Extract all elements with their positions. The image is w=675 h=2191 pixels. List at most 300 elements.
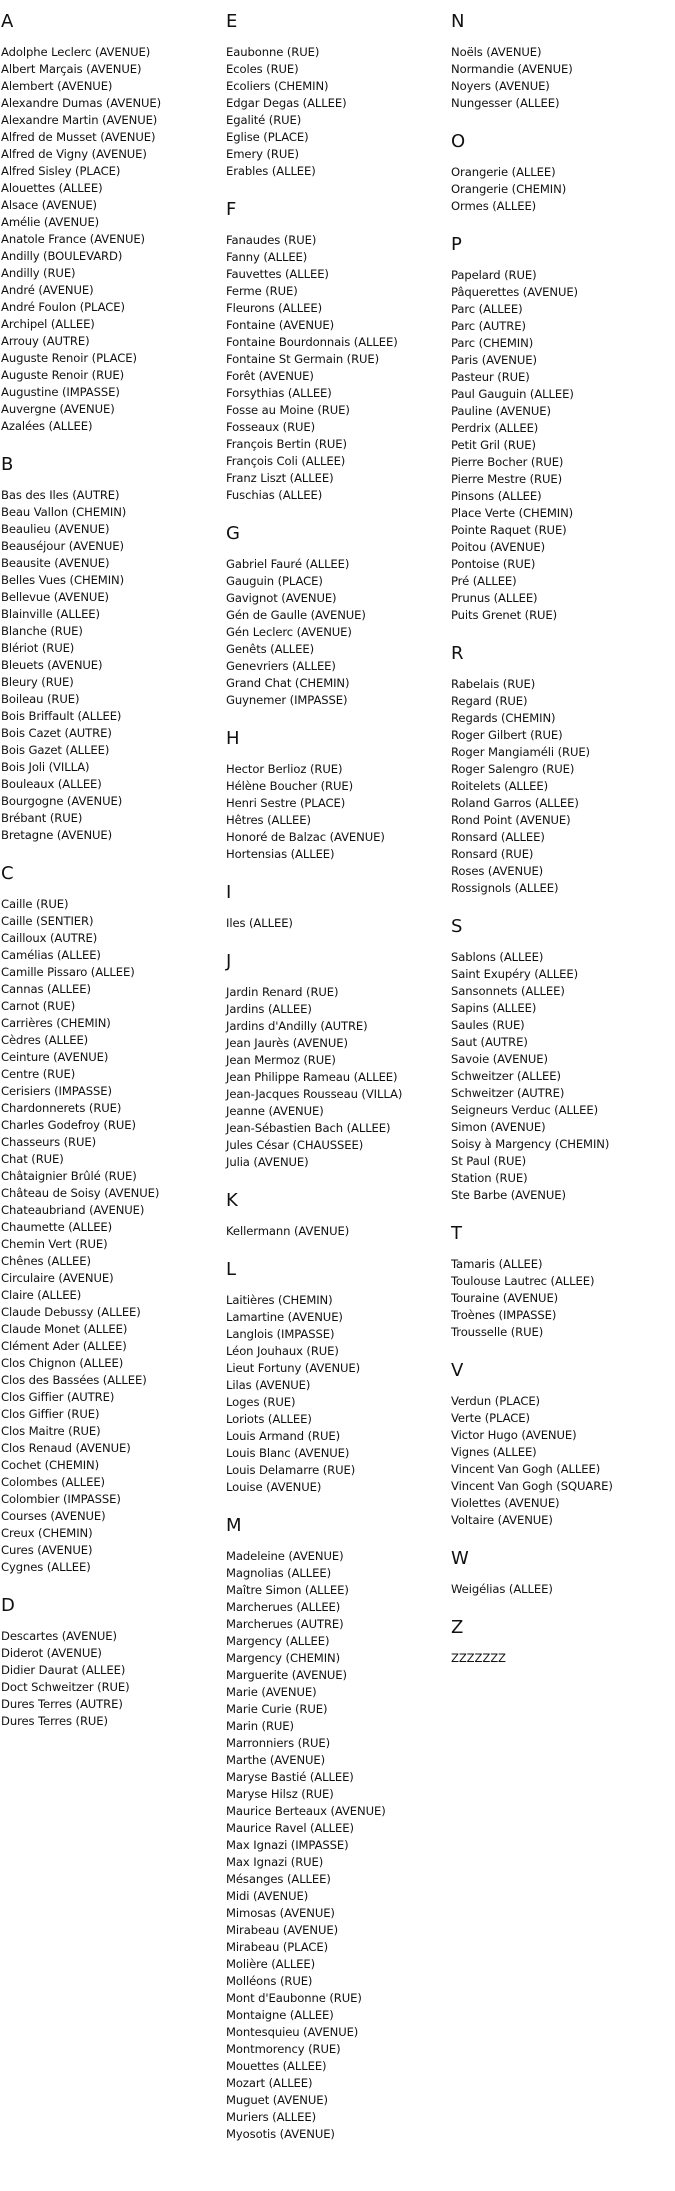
section-letter-heading: O bbox=[451, 131, 466, 152]
street-name: Alouettes (ALLEE) bbox=[1, 181, 103, 195]
letter-section bbox=[451, 12, 673, 112]
street-name: Marin (RUE) bbox=[226, 1719, 294, 1733]
street-name: Hector Berlioz (RUE) bbox=[226, 762, 343, 776]
street-name: Alsace (AVENUE) bbox=[1, 198, 97, 212]
letter-section bbox=[226, 200, 446, 504]
letter-section bbox=[451, 1224, 673, 1341]
street-name: Clos Maitre (RUE) bbox=[1, 1424, 101, 1438]
letter-section bbox=[451, 1618, 673, 1667]
street-name: Madeleine (AVENUE) bbox=[226, 1549, 344, 1563]
street-name: Forsythias (ALLEE) bbox=[226, 386, 332, 400]
street-name: Troènes (IMPASSE) bbox=[451, 1308, 557, 1322]
street-name: Claude Debussy (ALLEE) bbox=[1, 1305, 141, 1319]
street-name: Pauline (AVENUE) bbox=[451, 404, 551, 418]
street-name: Carrières (CHEMIN) bbox=[1, 1016, 111, 1030]
street-name: Paul Gauguin (ALLEE) bbox=[451, 387, 574, 401]
street-name: Marcherues (AUTRE) bbox=[226, 1617, 344, 1631]
street-name: Puits Grenet (RUE) bbox=[451, 608, 558, 622]
street-name: Andilly (BOULEVARD) bbox=[1, 249, 123, 263]
street-name: Roitelets (ALLEE) bbox=[451, 779, 548, 793]
street-list bbox=[451, 949, 673, 1204]
street-name: Jean-Sébastien Bach (ALLEE) bbox=[226, 1121, 391, 1135]
street-name: Parc (AUTRE) bbox=[451, 319, 526, 333]
street-name: Bleuets (AVENUE) bbox=[1, 658, 103, 672]
street-name: Adolphe Leclerc (AVENUE) bbox=[1, 45, 151, 59]
letter-section bbox=[226, 12, 446, 180]
street-name: Bois Joli (VILLA) bbox=[1, 760, 90, 774]
street-name: Rond Point (AVENUE) bbox=[451, 813, 571, 827]
street-list bbox=[451, 1393, 673, 1529]
street-name: Ecoles (RUE) bbox=[226, 62, 299, 76]
street-name: Clos Giffier (AUTRE) bbox=[1, 1390, 115, 1404]
street-name: Loges (RUE) bbox=[226, 1395, 296, 1409]
street-name: Beau Vallon (CHEMIN) bbox=[1, 505, 127, 519]
street-name: Mozart (ALLEE) bbox=[226, 2076, 313, 2090]
street-name: Petit Gril (RUE) bbox=[451, 438, 536, 452]
street-name: Weigélias (ALLEE) bbox=[451, 1582, 553, 1596]
street-name: Fosseaux (RUE) bbox=[226, 420, 316, 434]
street-name: Genevriers (ALLEE) bbox=[226, 659, 336, 673]
street-name: Pré (ALLEE) bbox=[451, 574, 517, 588]
letter-section bbox=[451, 235, 673, 624]
street-name: Marie Curie (RUE) bbox=[226, 1702, 328, 1716]
street-name: Noëls (AVENUE) bbox=[451, 45, 542, 59]
street-name: Augustine (IMPASSE) bbox=[1, 385, 120, 399]
street-name: Bois Briffault (ALLEE) bbox=[1, 709, 122, 723]
street-name: Sablons (ALLEE) bbox=[451, 950, 544, 964]
street-name: Eaubonne (RUE) bbox=[226, 45, 320, 59]
street-list bbox=[451, 1256, 673, 1341]
street-name: Ecoliers (CHEMIN) bbox=[226, 79, 329, 93]
street-name: Montmorency (RUE) bbox=[226, 2042, 341, 2056]
street-name: Roger Mangiaméli (RUE) bbox=[451, 745, 590, 759]
street-name: Fleurons (ALLEE) bbox=[226, 301, 322, 315]
street-name: Bas des Iles (AUTRE) bbox=[1, 488, 120, 502]
street-name: St Paul (RUE) bbox=[451, 1154, 527, 1168]
street-name: Tamaris (ALLEE) bbox=[451, 1257, 543, 1271]
street-name: Edgar Degas (ALLEE) bbox=[226, 96, 347, 110]
street-name: Fanny (ALLEE) bbox=[226, 250, 308, 264]
street-name: Maurice Ravel (ALLEE) bbox=[226, 1821, 354, 1835]
street-list bbox=[226, 1292, 446, 1496]
street-name: Blanche (RUE) bbox=[1, 624, 83, 638]
street-name: Julia (AVENUE) bbox=[226, 1155, 309, 1169]
street-name: Station (RUE) bbox=[451, 1171, 528, 1185]
street-name: Chemin Vert (RUE) bbox=[1, 1237, 108, 1251]
street-name: Cures (AVENUE) bbox=[1, 1543, 93, 1557]
street-name: Dures Terres (RUE) bbox=[1, 1714, 108, 1728]
street-name: ZZZZZZZ bbox=[451, 1651, 506, 1665]
street-index-column-2 bbox=[226, 0, 446, 2163]
street-name: Alfred de Musset (AVENUE) bbox=[1, 130, 156, 144]
street-name: Cochet (CHEMIN) bbox=[1, 1458, 100, 1472]
street-name: Lieut Fortuny (AVENUE) bbox=[226, 1361, 361, 1375]
street-name: Cèdres (ALLEE) bbox=[1, 1033, 89, 1047]
street-name: Léon Jouhaux (RUE) bbox=[226, 1344, 339, 1358]
street-name: Verte (PLACE) bbox=[451, 1411, 530, 1425]
street-name: Marcherues (ALLEE) bbox=[226, 1600, 341, 1614]
street-name: Schweitzer (AUTRE) bbox=[451, 1086, 565, 1100]
street-name: Roger Salengro (RUE) bbox=[451, 762, 575, 776]
street-name: Parc (CHEMIN) bbox=[451, 336, 534, 350]
street-name: Jean Mermoz (RUE) bbox=[226, 1053, 336, 1067]
street-name: Muriers (ALLEE) bbox=[226, 2110, 317, 2124]
street-name: Pierre Bocher (RUE) bbox=[451, 455, 564, 469]
street-name: Loriots (ALLEE) bbox=[226, 1412, 312, 1426]
street-name: Saint Exupéry (ALLEE) bbox=[451, 967, 579, 981]
street-list bbox=[451, 1650, 673, 1667]
street-index-column-1 bbox=[1, 0, 221, 1750]
street-name: Creux (CHEMIN) bbox=[1, 1526, 93, 1540]
street-name: Camille Pissaro (ALLEE) bbox=[1, 965, 135, 979]
street-name: Victor Hugo (AVENUE) bbox=[451, 1428, 577, 1442]
street-name: Courses (AVENUE) bbox=[1, 1509, 106, 1523]
street-name: Touraine (AVENUE) bbox=[451, 1291, 559, 1305]
street-name: Voltaire (AVENUE) bbox=[451, 1513, 553, 1527]
street-name: Cerisiers (IMPASSE) bbox=[1, 1084, 112, 1098]
street-name: Normandie (AVENUE) bbox=[451, 62, 573, 76]
section-letter-heading: F bbox=[226, 199, 237, 220]
street-name: Schweitzer (ALLEE) bbox=[451, 1069, 561, 1083]
street-name: Beausite (AVENUE) bbox=[1, 556, 110, 570]
street-name: Marie (AVENUE) bbox=[226, 1685, 317, 1699]
street-name: Azalées (ALLEE) bbox=[1, 419, 93, 433]
street-name: Toulouse Lautrec (ALLEE) bbox=[451, 1274, 595, 1288]
street-name: Hêtres (ALLEE) bbox=[226, 813, 311, 827]
street-name: Anatole France (AVENUE) bbox=[1, 232, 145, 246]
section-letter-heading: J bbox=[226, 951, 232, 972]
street-list bbox=[451, 267, 673, 624]
street-name: Alfred Sisley (PLACE) bbox=[1, 164, 121, 178]
street-name: Maryse Hilsz (RUE) bbox=[226, 1787, 334, 1801]
street-name: Henri Sestre (PLACE) bbox=[226, 796, 346, 810]
street-name: Ronsard (ALLEE) bbox=[451, 830, 545, 844]
section-letter-heading: L bbox=[226, 1259, 237, 1280]
street-name: Roses (AVENUE) bbox=[451, 864, 544, 878]
section-letter-heading: T bbox=[451, 1223, 462, 1244]
letter-section bbox=[451, 132, 673, 215]
section-letter-heading: Z bbox=[451, 1617, 464, 1638]
street-name: Pierre Mestre (RUE) bbox=[451, 472, 563, 486]
street-name: Hortensias (ALLEE) bbox=[226, 847, 335, 861]
section-letter-heading: I bbox=[226, 882, 232, 903]
street-name: Pointe Raquet (RUE) bbox=[451, 523, 567, 537]
street-name: Nungesser (ALLEE) bbox=[451, 96, 560, 110]
street-name: François Bertin (RUE) bbox=[226, 437, 347, 451]
street-name: Gén de Gaulle (AVENUE) bbox=[226, 608, 366, 622]
street-name: Bellevue (AVENUE) bbox=[1, 590, 109, 604]
street-name: Lilas (AVENUE) bbox=[226, 1378, 311, 1392]
street-name: Auguste Renoir (RUE) bbox=[1, 368, 125, 382]
street-name: André (AVENUE) bbox=[1, 283, 94, 297]
street-name: Amélie (AVENUE) bbox=[1, 215, 100, 229]
street-index-column-3 bbox=[451, 0, 673, 1687]
street-name: Langlois (IMPASSE) bbox=[226, 1327, 335, 1341]
street-name: Claude Monet (ALLEE) bbox=[1, 1322, 128, 1336]
street-name: Lamartine (AVENUE) bbox=[226, 1310, 343, 1324]
street-list bbox=[226, 1548, 446, 2143]
street-list bbox=[226, 1223, 446, 1240]
section-letter-heading: A bbox=[1, 11, 14, 32]
street-name: Verdun (PLACE) bbox=[451, 1394, 540, 1408]
street-name: Ste Barbe (AVENUE) bbox=[451, 1188, 566, 1202]
street-name: Prunus (ALLEE) bbox=[451, 591, 538, 605]
street-name: Genêts (ALLEE) bbox=[226, 642, 315, 656]
street-name: Jean-Jacques Rousseau (VILLA) bbox=[226, 1087, 403, 1101]
street-name: Iles (ALLEE) bbox=[226, 916, 293, 930]
street-name: Bois Cazet (AUTRE) bbox=[1, 726, 112, 740]
section-letter-heading: W bbox=[451, 1548, 469, 1569]
street-name: Charles Godefroy (RUE) bbox=[1, 1118, 136, 1132]
street-name: Bretagne (AVENUE) bbox=[1, 828, 113, 842]
street-name: Violettes (AVENUE) bbox=[451, 1496, 560, 1510]
street-name: Cailloux (AUTRE) bbox=[1, 931, 98, 945]
street-name: Orangerie (ALLEE) bbox=[451, 165, 556, 179]
street-name: Mimosas (AVENUE) bbox=[226, 1906, 335, 1920]
street-name: Molléons (RUE) bbox=[226, 1974, 313, 1988]
street-name: Honoré de Balzac (AVENUE) bbox=[226, 830, 385, 844]
street-name: Carnot (RUE) bbox=[1, 999, 76, 1013]
street-list bbox=[1, 487, 221, 844]
letter-section bbox=[451, 644, 673, 897]
street-name: Erables (ALLEE) bbox=[226, 164, 316, 178]
street-name: Poitou (AVENUE) bbox=[451, 540, 546, 554]
street-name: Clos Giffier (RUE) bbox=[1, 1407, 100, 1421]
street-name: Jean Philippe Rameau (ALLEE) bbox=[226, 1070, 398, 1084]
street-name: Maître Simon (ALLEE) bbox=[226, 1583, 349, 1597]
street-name: Parc (ALLEE) bbox=[451, 302, 523, 316]
letter-section bbox=[226, 1191, 446, 1240]
section-letter-heading: M bbox=[226, 1515, 242, 1536]
street-name: Roland Garros (ALLEE) bbox=[451, 796, 579, 810]
street-name: Simon (AVENUE) bbox=[451, 1120, 546, 1134]
street-name: Bois Gazet (ALLEE) bbox=[1, 743, 110, 757]
street-name: Dures Terres (AUTRE) bbox=[1, 1697, 123, 1711]
street-name: Margency (CHEMIN) bbox=[226, 1651, 341, 1665]
street-name: Regard (RUE) bbox=[451, 694, 528, 708]
street-list bbox=[226, 556, 446, 709]
section-letter-heading: C bbox=[1, 863, 14, 884]
street-list bbox=[451, 1581, 673, 1598]
street-name: Mirabeau (PLACE) bbox=[226, 1940, 329, 1954]
street-name: Paris (AVENUE) bbox=[451, 353, 537, 367]
street-name: François Coli (ALLEE) bbox=[226, 454, 346, 468]
street-list bbox=[226, 984, 446, 1171]
street-name: Circulaire (AVENUE) bbox=[1, 1271, 114, 1285]
street-name: Clos des Bassées (ALLEE) bbox=[1, 1373, 147, 1387]
letter-section bbox=[1, 1596, 221, 1730]
street-list bbox=[451, 676, 673, 897]
street-name: Clos Renaud (AVENUE) bbox=[1, 1441, 131, 1455]
street-name: Caille (SENTIER) bbox=[1, 914, 94, 928]
street-name: Sansonnets (ALLEE) bbox=[451, 984, 565, 998]
street-name: Vincent Van Gogh (ALLEE) bbox=[451, 1462, 601, 1476]
street-name: Bouleaux (ALLEE) bbox=[1, 777, 102, 791]
street-name: Belles Vues (CHEMIN) bbox=[1, 573, 125, 587]
street-name: Eglise (PLACE) bbox=[226, 130, 309, 144]
letter-section bbox=[226, 883, 446, 932]
section-letter-heading: B bbox=[1, 454, 14, 475]
street-name: Caille (RUE) bbox=[1, 897, 69, 911]
section-letter-heading: H bbox=[226, 728, 240, 749]
street-name: Marguerite (AVENUE) bbox=[226, 1668, 347, 1682]
street-name: Magnolias (ALLEE) bbox=[226, 1566, 332, 1580]
street-name: Montaigne (ALLEE) bbox=[226, 2008, 334, 2022]
street-name: Colombier (IMPASSE) bbox=[1, 1492, 121, 1506]
street-name: Mont d'Eaubonne (RUE) bbox=[226, 1991, 362, 2005]
street-list bbox=[451, 164, 673, 215]
street-name: Fontaine Bourdonnais (ALLEE) bbox=[226, 335, 398, 349]
street-name: Midi (AVENUE) bbox=[226, 1889, 309, 1903]
street-name: Boileau (RUE) bbox=[1, 692, 80, 706]
street-name: Chat (RUE) bbox=[1, 1152, 64, 1166]
street-name: Marthe (AVENUE) bbox=[226, 1753, 326, 1767]
street-name: Clément Ader (ALLEE) bbox=[1, 1339, 127, 1353]
street-name: Gauguin (PLACE) bbox=[226, 574, 323, 588]
street-name: Soisy à Margency (CHEMIN) bbox=[451, 1137, 610, 1151]
street-name: Mirabeau (AVENUE) bbox=[226, 1923, 339, 1937]
street-name: Brébant (RUE) bbox=[1, 811, 83, 825]
street-name: Pâquerettes (AVENUE) bbox=[451, 285, 578, 299]
street-name: Auguste Renoir (PLACE) bbox=[1, 351, 137, 365]
letter-section bbox=[451, 917, 673, 1204]
street-name: Marronniers (RUE) bbox=[226, 1736, 331, 1750]
street-name: Maurice Berteaux (AVENUE) bbox=[226, 1804, 386, 1818]
street-name: Clos Chignon (ALLEE) bbox=[1, 1356, 124, 1370]
street-name: Colombes (ALLEE) bbox=[1, 1475, 105, 1489]
street-name: Jeanne (AVENUE) bbox=[226, 1104, 324, 1118]
street-name: Maryse Bastié (ALLEE) bbox=[226, 1770, 354, 1784]
street-name: Forêt (AVENUE) bbox=[226, 369, 314, 383]
street-name: Jules César (CHAUSSEE) bbox=[226, 1138, 364, 1152]
street-name: Savoie (AVENUE) bbox=[451, 1052, 548, 1066]
street-name: Orangerie (CHEMIN) bbox=[451, 182, 567, 196]
street-name: Molière (ALLEE) bbox=[226, 1957, 316, 1971]
street-name: Fauvettes (ALLEE) bbox=[226, 267, 329, 281]
street-name: Hélène Boucher (RUE) bbox=[226, 779, 353, 793]
street-name: Jardins (ALLEE) bbox=[226, 1002, 312, 1016]
street-name: Didier Daurat (ALLEE) bbox=[1, 1663, 126, 1677]
street-name: Fontaine St Germain (RUE) bbox=[226, 352, 380, 366]
street-name: Albert Marçais (AVENUE) bbox=[1, 62, 142, 76]
street-name: Franz Liszt (ALLEE) bbox=[226, 471, 334, 485]
street-name: Montesquieu (AVENUE) bbox=[226, 2025, 359, 2039]
street-name: Sapins (ALLEE) bbox=[451, 1001, 537, 1015]
street-name: Beaulieu (AVENUE) bbox=[1, 522, 110, 536]
section-letter-heading: S bbox=[451, 916, 463, 937]
street-name: Ronsard (RUE) bbox=[451, 847, 534, 861]
street-name: Gavignot (AVENUE) bbox=[226, 591, 337, 605]
street-name: Ferme (RUE) bbox=[226, 284, 298, 298]
street-name: Saut (AUTRE) bbox=[451, 1035, 528, 1049]
street-list bbox=[1, 896, 221, 1576]
street-name: Louis Armand (RUE) bbox=[226, 1429, 341, 1443]
street-name: Bleury (RUE) bbox=[1, 675, 74, 689]
street-name: Fontaine (AVENUE) bbox=[226, 318, 335, 332]
street-list bbox=[1, 1628, 221, 1730]
street-name: André Foulon (PLACE) bbox=[1, 300, 125, 314]
street-name: Louise (AVENUE) bbox=[226, 1480, 322, 1494]
street-name: Doct Schweitzer (RUE) bbox=[1, 1680, 130, 1694]
street-name: Louis Blanc (AVENUE) bbox=[226, 1446, 350, 1460]
street-name: Egalité (RUE) bbox=[226, 113, 302, 127]
street-name: Seigneurs Verduc (ALLEE) bbox=[451, 1103, 599, 1117]
street-name: Chardonnerets (RUE) bbox=[1, 1101, 122, 1115]
section-letter-heading: K bbox=[226, 1190, 238, 1211]
section-letter-heading: E bbox=[226, 11, 238, 32]
street-name: Trousselle (RUE) bbox=[451, 1325, 544, 1339]
street-name: Vignes (ALLEE) bbox=[451, 1445, 537, 1459]
letter-section bbox=[451, 1361, 673, 1529]
street-name: Margency (ALLEE) bbox=[226, 1634, 330, 1648]
letter-section bbox=[1, 864, 221, 1576]
section-letter-heading: R bbox=[451, 643, 464, 664]
street-list bbox=[451, 44, 673, 112]
street-name: Cygnes (ALLEE) bbox=[1, 1560, 91, 1574]
street-name: Jardin Renard (RUE) bbox=[226, 985, 339, 999]
street-name: Ormes (ALLEE) bbox=[451, 199, 537, 213]
street-name: Rossignols (ALLEE) bbox=[451, 881, 559, 895]
street-name: Alexandre Martin (AVENUE) bbox=[1, 113, 158, 127]
street-name: Louis Delamarre (RUE) bbox=[226, 1463, 356, 1477]
section-letter-heading: G bbox=[226, 523, 240, 544]
street-name: Chaumette (ALLEE) bbox=[1, 1220, 113, 1234]
letter-section bbox=[1, 12, 221, 435]
street-name: Emery (RUE) bbox=[226, 147, 299, 161]
letter-section bbox=[1, 455, 221, 844]
street-name: Beauséjour (AVENUE) bbox=[1, 539, 124, 553]
street-name: Fuschias (ALLEE) bbox=[226, 488, 323, 502]
street-name: Gén Leclerc (AVENUE) bbox=[226, 625, 352, 639]
street-name: Descartes (AVENUE) bbox=[1, 1629, 117, 1643]
street-name: Muguet (AVENUE) bbox=[226, 2093, 328, 2107]
street-name: Fosse au Moine (RUE) bbox=[226, 403, 350, 417]
street-name: Diderot (AVENUE) bbox=[1, 1646, 102, 1660]
street-name: Alembert (AVENUE) bbox=[1, 79, 113, 93]
street-name: Pasteur (RUE) bbox=[451, 370, 530, 384]
street-name: Jardins d'Andilly (AUTRE) bbox=[226, 1019, 368, 1033]
street-name: Gabriel Fauré (ALLEE) bbox=[226, 557, 350, 571]
street-list bbox=[1, 44, 221, 435]
letter-section bbox=[226, 952, 446, 1171]
street-name: Camélias (ALLEE) bbox=[1, 948, 101, 962]
street-name: Cannas (ALLEE) bbox=[1, 982, 91, 996]
letter-section bbox=[226, 1260, 446, 1496]
letter-section bbox=[226, 1516, 446, 2143]
street-name: Blainville (ALLEE) bbox=[1, 607, 100, 621]
street-name: Auvergne (AVENUE) bbox=[1, 402, 115, 416]
street-name: Grand Chat (CHEMIN) bbox=[226, 676, 350, 690]
street-name: Ceinture (AVENUE) bbox=[1, 1050, 109, 1064]
street-name: Andilly (RUE) bbox=[1, 266, 76, 280]
street-name: Claire (ALLEE) bbox=[1, 1288, 82, 1302]
section-letter-heading: N bbox=[451, 11, 465, 32]
letter-section bbox=[226, 524, 446, 709]
street-name: Laitières (CHEMIN) bbox=[226, 1293, 333, 1307]
street-name: Guynemer (IMPASSE) bbox=[226, 693, 348, 707]
street-name: Châtaignier Brûlé (RUE) bbox=[1, 1169, 137, 1183]
street-name: Pinsons (ALLEE) bbox=[451, 489, 542, 503]
street-name: Alexandre Dumas (AVENUE) bbox=[1, 96, 162, 110]
street-name: Chênes (ALLEE) bbox=[1, 1254, 91, 1268]
street-name: Chasseurs (RUE) bbox=[1, 1135, 97, 1149]
street-list bbox=[226, 761, 446, 863]
street-name: Kellermann (AVENUE) bbox=[226, 1224, 350, 1238]
section-letter-heading: V bbox=[451, 1360, 464, 1381]
street-name: Alfred de Vigny (AVENUE) bbox=[1, 147, 147, 161]
street-name: Roger Gilbert (RUE) bbox=[451, 728, 563, 742]
street-name: Myosotis (AVENUE) bbox=[226, 2127, 335, 2141]
